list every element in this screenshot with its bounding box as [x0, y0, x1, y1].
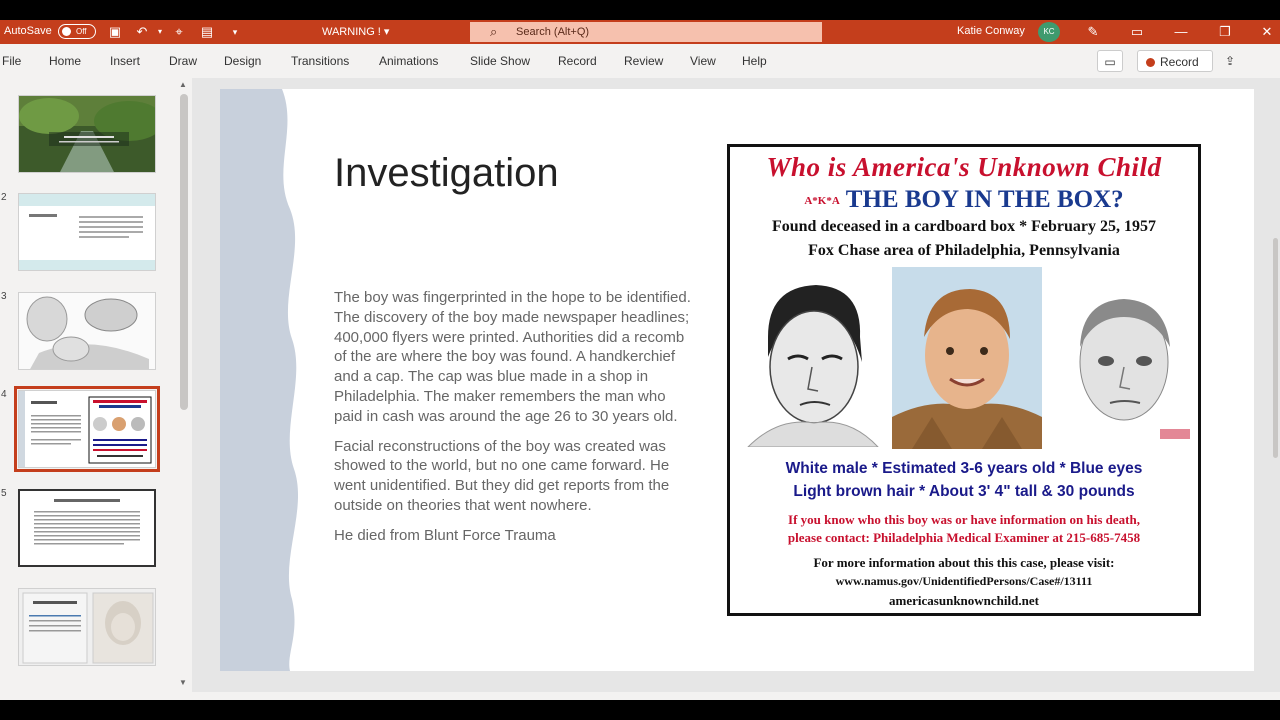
undo-dropdown-icon[interactable]: ▾ [157, 27, 162, 36]
minimize-icon[interactable]: — [1174, 24, 1188, 39]
scrollbar-thumb[interactable] [180, 94, 188, 410]
record-button[interactable] [1137, 50, 1213, 72]
poster-contact-2: please contact: Philadelphia Medical Examiner at 215-685-7458 [787, 530, 1141, 545]
bottom-border [0, 700, 1280, 720]
record-icon [1146, 58, 1155, 67]
pen-icon[interactable]: ✎ [1087, 24, 1099, 39]
present-icon[interactable]: ⌖ [175, 24, 183, 39]
restore-icon[interactable]: ❐ [1219, 24, 1231, 39]
poster-more-info: For more information about this this case, please visit: [813, 555, 1115, 570]
search-icon: ⌕ [490, 24, 498, 39]
slide-number: 4 [1, 389, 7, 400]
scroll-up-icon[interactable]: ▲ [179, 80, 187, 89]
scroll-down-icon[interactable]: ▼ [179, 678, 187, 687]
slide-thumbnail-selected[interactable] [18, 390, 156, 468]
body-paragraph: The boy was fingerprinted in the hope to be identified. The discovery of the boy made newspaper headlines; 400,000 flyers were printed. Authorities did a recomb of the are where the boy was found. A handkerchief and a cap. The cap was blue made in a shop in Philadelphia. The maker remembers the man who paid in cash was around the age 26 to 30 years old. [334, 289, 691, 425]
search-placeholder: Search (Alt+Q) [516, 26, 590, 38]
slide-number: 2 [1, 192, 7, 203]
record-button-label: Record [1160, 55, 1199, 69]
slide-scrollbar[interactable] [1273, 238, 1278, 458]
poster-url-2: americasunknownchild.net [889, 593, 1039, 608]
wave-decoration [220, 89, 300, 671]
search-input[interactable] [470, 22, 822, 42]
slide-body-text[interactable] [334, 288, 694, 556]
slide-preview-graphic [19, 391, 156, 468]
missing-child-poster-image[interactable] [727, 144, 1201, 616]
tab-file[interactable]: File [2, 54, 22, 68]
poster-description-1: White male * Estimated 3-6 years old * Blue eyes [785, 460, 1143, 477]
avatar[interactable]: KC [1038, 22, 1060, 42]
tab-slide-show[interactable]: Slide Show [470, 54, 531, 68]
slide-title[interactable]: Investigation [334, 151, 559, 195]
document-title[interactable]: WARNING ! ▾ [322, 26, 390, 38]
tab-view[interactable]: View [690, 54, 716, 68]
slide-preview-graphic [20, 491, 154, 565]
thumbnail-scrollbar[interactable] [177, 78, 191, 692]
poster-location-line: Fox Chase area of Philadelphia, Pennsylvania [808, 242, 1120, 259]
ribbon-tabs [0, 44, 1280, 78]
autosave-toggle[interactable]: Off [58, 24, 96, 39]
slide-number: 5 [1, 488, 7, 499]
close-icon[interactable]: ✕ [1261, 24, 1273, 39]
tab-draw[interactable]: Draw [169, 54, 198, 68]
from-beginning-icon[interactable]: ▤ [200, 24, 214, 39]
tab-record[interactable]: Record [558, 54, 597, 68]
poster-contact-1: If you know who this boy was or have information on his death, [788, 512, 1140, 527]
poster-aka: A*K*A [804, 195, 840, 207]
sketch-thumbnail-image [19, 293, 156, 370]
body-paragraph: Facial reconstructions of the boy was created was showed to the world, but no one came forward. He went unidentified. But they did get reports from the outside on theories that went nowhere. [334, 437, 670, 514]
slide-thumbnail[interactable] [18, 292, 156, 370]
tab-insert[interactable]: Insert [110, 54, 141, 68]
poster-found-line: Found deceased in a cardboard box * February 25, 1957 [771, 218, 1156, 235]
user-name[interactable]: Katie Conway [957, 25, 1025, 37]
save-icon[interactable]: ▣ [108, 24, 122, 39]
slide-number: 3 [1, 291, 7, 302]
poster-headline: Who is America's Unknown Child [766, 152, 1162, 182]
poster-subheadline [730, 186, 1198, 214]
slide-thumbnail-pane [0, 78, 192, 692]
slide-preview-graphic [19, 194, 156, 271]
current-slide[interactable] [220, 89, 1254, 671]
autosave-label: AutoSave [4, 25, 52, 37]
tab-animations[interactable]: Animations [379, 54, 439, 68]
slide-thumbnail[interactable] [18, 489, 156, 567]
reconstruction-photo-image [892, 267, 1042, 449]
status-bar [0, 692, 1280, 700]
share-icon: ⇪ [1225, 54, 1236, 68]
tab-transitions[interactable]: Transitions [291, 54, 350, 68]
forest-thumbnail-image [19, 96, 156, 173]
tab-design[interactable]: Design [224, 54, 262, 68]
comment-icon: ▭ [1104, 55, 1116, 69]
slide-thumbnail[interactable] [18, 193, 156, 271]
comments-button[interactable] [1097, 50, 1123, 72]
undo-icon[interactable]: ↶ [136, 24, 148, 39]
tab-review[interactable]: Review [624, 54, 664, 68]
document-title-text: WARNING ! [322, 26, 381, 38]
poster-url-1: www.namus.gov/UnidentifiedPersons/Case#/13111 [835, 574, 1093, 588]
poster-subheadline-text: THE BOY IN THE BOX? [845, 186, 1124, 213]
customize-toolbar-icon[interactable]: ▾ [232, 27, 238, 37]
tab-home[interactable]: Home [49, 54, 82, 68]
age-progression-sketch-image [1054, 267, 1196, 447]
slide-thumbnail[interactable] [18, 95, 156, 173]
share-button[interactable] [1217, 50, 1277, 72]
slide-preview-graphic [19, 589, 156, 666]
tab-help[interactable]: Help [742, 54, 767, 68]
ribbon-display-icon[interactable]: ▭ [1130, 24, 1144, 39]
slide-thumbnail[interactable] [18, 588, 156, 666]
body-paragraph: He died from Blunt Force Trauma [334, 526, 556, 544]
title-bar [0, 20, 1280, 44]
sketch-face-image [738, 267, 882, 447]
poster-description-2: Light brown hair * About 3' 4" tall & 30 pounds [793, 483, 1135, 500]
